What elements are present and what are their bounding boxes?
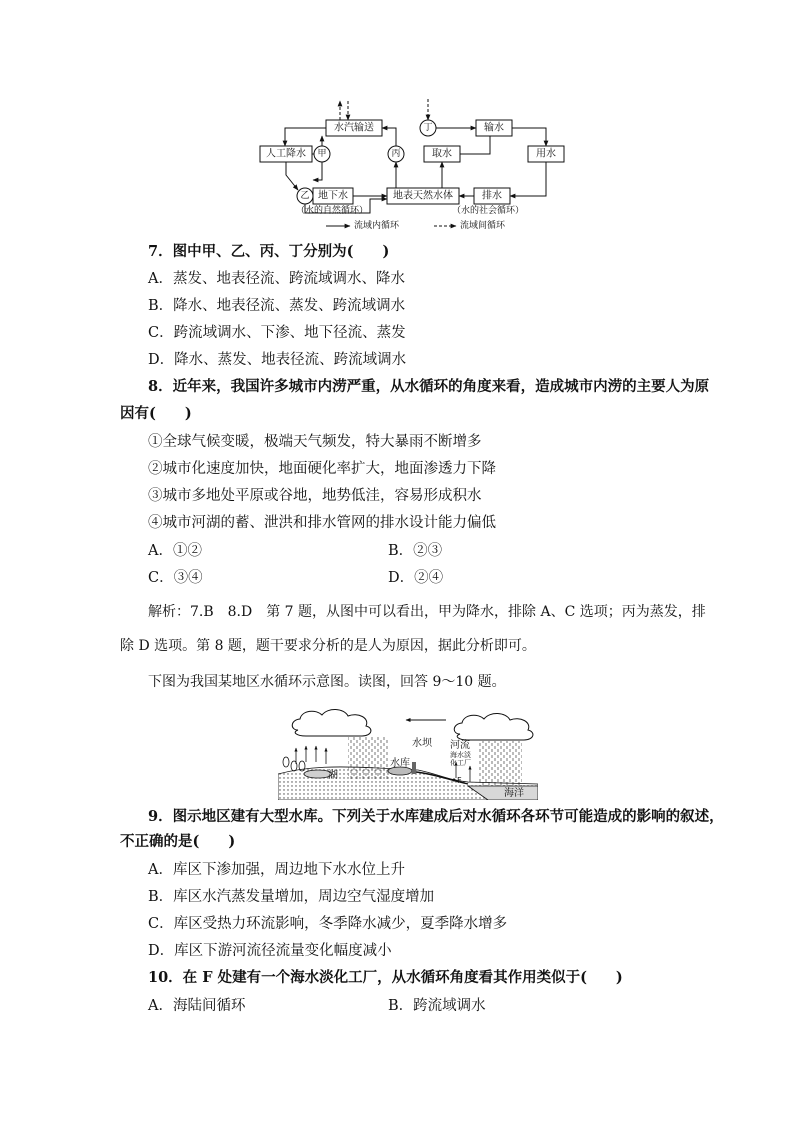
q8-option-c: C．③④ (148, 570, 203, 586)
q9-stem-line2: 不正确的是( ) (120, 833, 236, 850)
q7-option-a: A．蒸发、地表径流、跨流域调水、降水 (148, 271, 405, 287)
label-discharge: 排水 (482, 190, 502, 202)
cloud-right (454, 713, 533, 740)
q8-option-b: B．②③ (388, 543, 443, 559)
label-lake: 湖 (328, 770, 338, 781)
dam (412, 762, 416, 774)
q8-stem-line2: 因有( ) (120, 405, 192, 422)
label-vapor-transport: 水汽输送 (334, 122, 374, 134)
q8-option-d: D．②④ (388, 570, 444, 586)
label-transport: 输水 (484, 122, 504, 134)
water-cycle-flowchart (250, 95, 580, 235)
q7-option-d: D．降水、蒸发、地表径流、跨流域调水 (148, 352, 407, 368)
regional-water-cycle-diagram (278, 704, 538, 800)
label-surface-water: 地表天然水体 (393, 190, 453, 202)
q8-options-row1 (148, 541, 734, 561)
label-bing: 丙 (391, 149, 401, 159)
label-f: F (457, 776, 462, 785)
q7-option-c: C．跨流域调水、下渗、地下径流、蒸发 (148, 325, 406, 341)
q9-option-c: C．库区受热力环流影响，冬季降水减少，夏季降水增多 (148, 916, 508, 932)
label-use: 用水 (536, 148, 556, 160)
cloud-left (292, 709, 371, 736)
label-desal-1: 海水淡 (450, 751, 471, 759)
label-dam: 水坝 (412, 738, 432, 749)
legend-inter-basin: 流域间循环 (460, 221, 506, 231)
q8-options-row2 (148, 568, 734, 588)
q8-item-1: ①全球气候变暖，极端天气频发，特大暴雨不断增多 (148, 434, 482, 450)
q9-option-b: B．库区水汽蒸发量增加，周边空气湿度增加 (148, 889, 435, 905)
q10-option-a: A．海陆间循环 (148, 998, 246, 1014)
label-artificial-rain: 人工降水 (266, 148, 306, 160)
q8-item-3: ③城市多地处平原或谷地，地势低洼，容易形成积水 (148, 488, 482, 504)
label-intake: 取水 (432, 148, 452, 160)
label-yi: 乙 (300, 191, 310, 201)
q7-option-b: B．降水、地表径流、蒸发、跨流域调水 (148, 298, 406, 314)
q8-stem-line1: 8．近年来，我国许多城市内涝严重，从水循环的角度来看，造成城市内涝的主要人为原 (148, 378, 710, 395)
legend-inner-basin: 流域内循环 (354, 221, 400, 231)
caption-social-cycle: （水的社会循环） (451, 206, 525, 216)
q10-option-b: B．跨流域调水 (388, 998, 486, 1014)
analysis-line1: 解析：7.B 8.D 第 7 题，从图中可以看出，甲为降水，排除 A、C 选项；丙为蒸发，排 (148, 604, 706, 620)
label-river: 河流 (450, 740, 470, 751)
intro-q9-10: 下图为我国某地区水循环示意图。读图，回答 9～10 题。 (148, 674, 506, 690)
label-groundwater: 地下水 (318, 190, 348, 202)
label-ocean: 海洋 (504, 788, 524, 799)
q9-option-d: D．库区下游河流径流量变化幅度减小 (148, 943, 392, 959)
q9-option-a: A．库区下渗加强，周边地下水水位上升 (148, 862, 405, 878)
q7-stem: 7．图中甲、乙、丙、丁分别为( ) (148, 243, 390, 260)
q8-option-a: A．①② (148, 543, 202, 559)
analysis-line2: 除 D 选项。第 8 题，题干要求分析的是人为原因，据此分析即可。 (120, 638, 536, 654)
label-reservoir: 水库 (390, 758, 410, 769)
label-desal-2: 化工厂 (450, 759, 471, 767)
rain-right (478, 741, 522, 787)
q8-item-2: ②城市化速度加快，地面硬化率扩大，地面渗透力下降 (148, 461, 496, 477)
q10-stem: 10．在 F 处建有一个海水淡化工厂，从水循环角度看其作用类似于( ) (148, 969, 623, 986)
q9-stem-line1: 9．图示地区建有大型水库。下列关于水库建成后对水循环各环节可能造成的影响的叙述， (148, 808, 724, 825)
point-f (453, 779, 456, 782)
label-jia: 甲 (317, 149, 327, 159)
q8-item-4: ④城市河湖的蓄、泄洪和排水管网的排水设计能力偏低 (148, 515, 496, 531)
caption-natural-cycle: （水的自然循环） (295, 206, 369, 216)
q10-options-row1 (148, 996, 734, 1016)
label-ding: 丁 (423, 123, 433, 133)
